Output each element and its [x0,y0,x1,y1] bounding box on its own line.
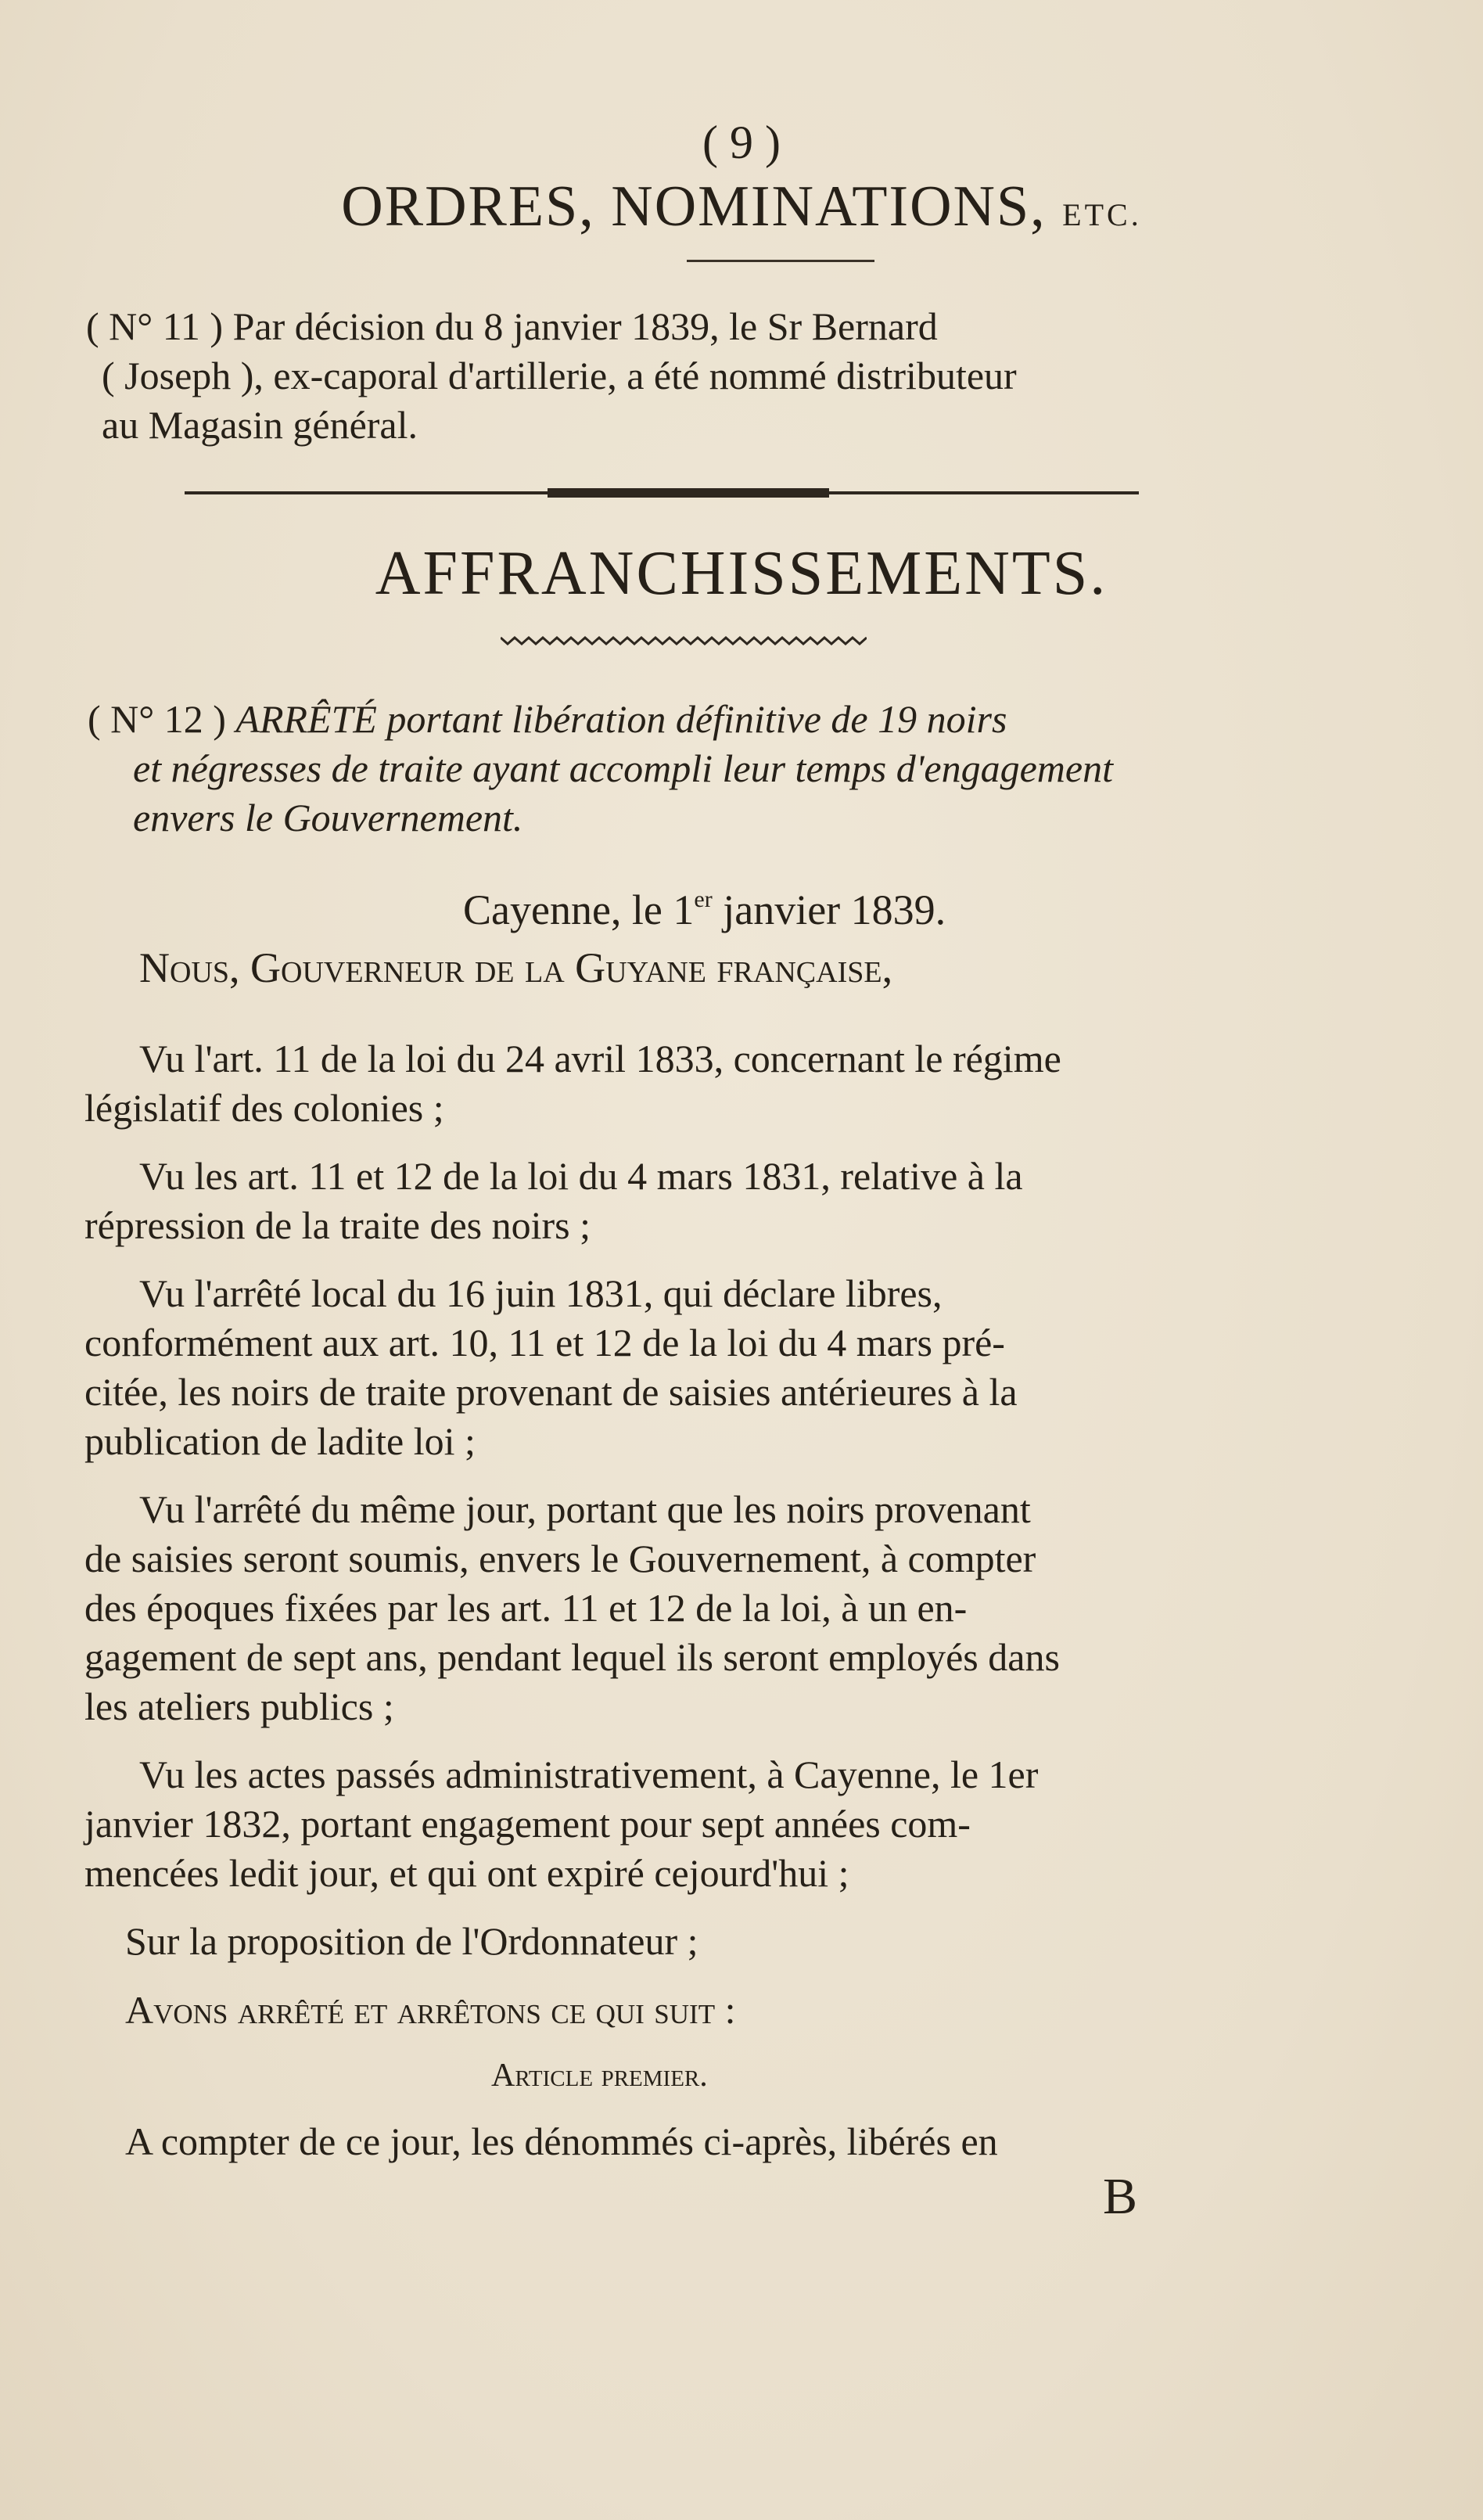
body-p4-l1: Vu l'arrêté du même jour, portant que les noirs provenant [139,1487,1031,1531]
order-12-number: ( N° 12 ) [88,697,226,741]
date-line-start: Cayenne, le 1 [463,886,695,933]
order-12-title-1: ARRÊTÉ portant libération définitive de 19 noirs [235,697,1007,741]
body-p2-l2: répression de la traite des noirs ; [84,1203,591,1247]
order-11-line-2: ( Joseph ), ex-caporal d'artillerie, a été nommé distributeur [102,354,1017,397]
governor-line: Nous, Gouverneur de la Guyane française, [139,944,893,991]
body-p5-l1: Vu les actes passés administrativement, à Cayenne, le 1er [139,1752,1039,1796]
section-heading-orders-text: ORDRES, NOMINATIONS, [341,174,1047,239]
order-11-number: ( N° 11 ) [86,304,224,348]
body-p4-l2: de saisies seront soumis, envers le Gouvernement, à compter [84,1537,1036,1580]
article-heading: Article premier. [491,2058,708,2094]
body-p3-l3: citée, les noirs de traite provenant de saisies antérieures à la [84,1370,1018,1414]
order-12-title-line-1 [88,695,1007,744]
body-p4-l5: les ateliers publics ; [84,1684,394,1728]
body-p3-l4: publication de ladite loi ; [84,1419,476,1463]
body-p4-l3: des époques fixées par les art. 11 et 12 de la loi, à un en- [84,1586,968,1630]
body-p3-l1: Vu l'arrêté local du 16 juin 1831, qui déclare libres, [139,1271,943,1315]
section-heading-orders [0,174,1483,240]
order-11-line-1 [86,302,938,351]
section-heading-affranchissements: AFFRANCHISSEMENTS. [375,539,1108,608]
last-line: A compter de ce jour, les dénommés ci-après, libérés en [125,2119,998,2163]
avons-line: Avons arrêté et arrêtons ce qui suit : [125,1988,736,2032]
date-line-superscript: er [694,886,713,912]
body-p2-l1: Vu les art. 11 et 12 de la loi du 4 mars 1831, relative à la [139,1154,1023,1198]
body-p1-l2: législatif des colonies ; [84,1086,444,1130]
order-12-title-line-2: et négresses de traite ayant accompli leur temps d'engagement [133,746,1113,790]
body-p5-l3: mencées ledit jour, et qui ont expiré cejourd'hui ; [84,1851,849,1895]
body-p5-l2: janvier 1832, portant engagement pour sept années com- [84,1802,971,1846]
section-heading-orders-etc: ETC. [1062,197,1142,232]
signature-mark: B [1103,2168,1138,2225]
date-line-end: janvier 1839. [712,886,946,933]
order-11-text-1: Par décision du 8 janvier 1839, le Sr Bernard [232,304,938,348]
heavy-divider-center [548,488,829,498]
proposition-line: Sur la proposition de l'Ordonnateur ; [125,1919,698,1963]
body-p4-l4: gagement de sept ans, pendant lequel ils seront employés dans [84,1635,1060,1679]
body-p3-l2: conformément aux art. 10, 11 et 12 de la loi du 4 mars pré- [84,1321,1005,1364]
ornament-zigzag [501,635,867,646]
short-divider [687,260,874,262]
page-number: ( 9 ) [702,117,781,168]
body-p1-l1: Vu l'art. 11 de la loi du 24 avril 1833, concernant le régime [139,1037,1061,1080]
order-11-line-3: au Magasin général. [102,403,418,447]
date-line [463,875,946,935]
order-12-title-line-3: envers le Gouvernement. [133,796,523,839]
